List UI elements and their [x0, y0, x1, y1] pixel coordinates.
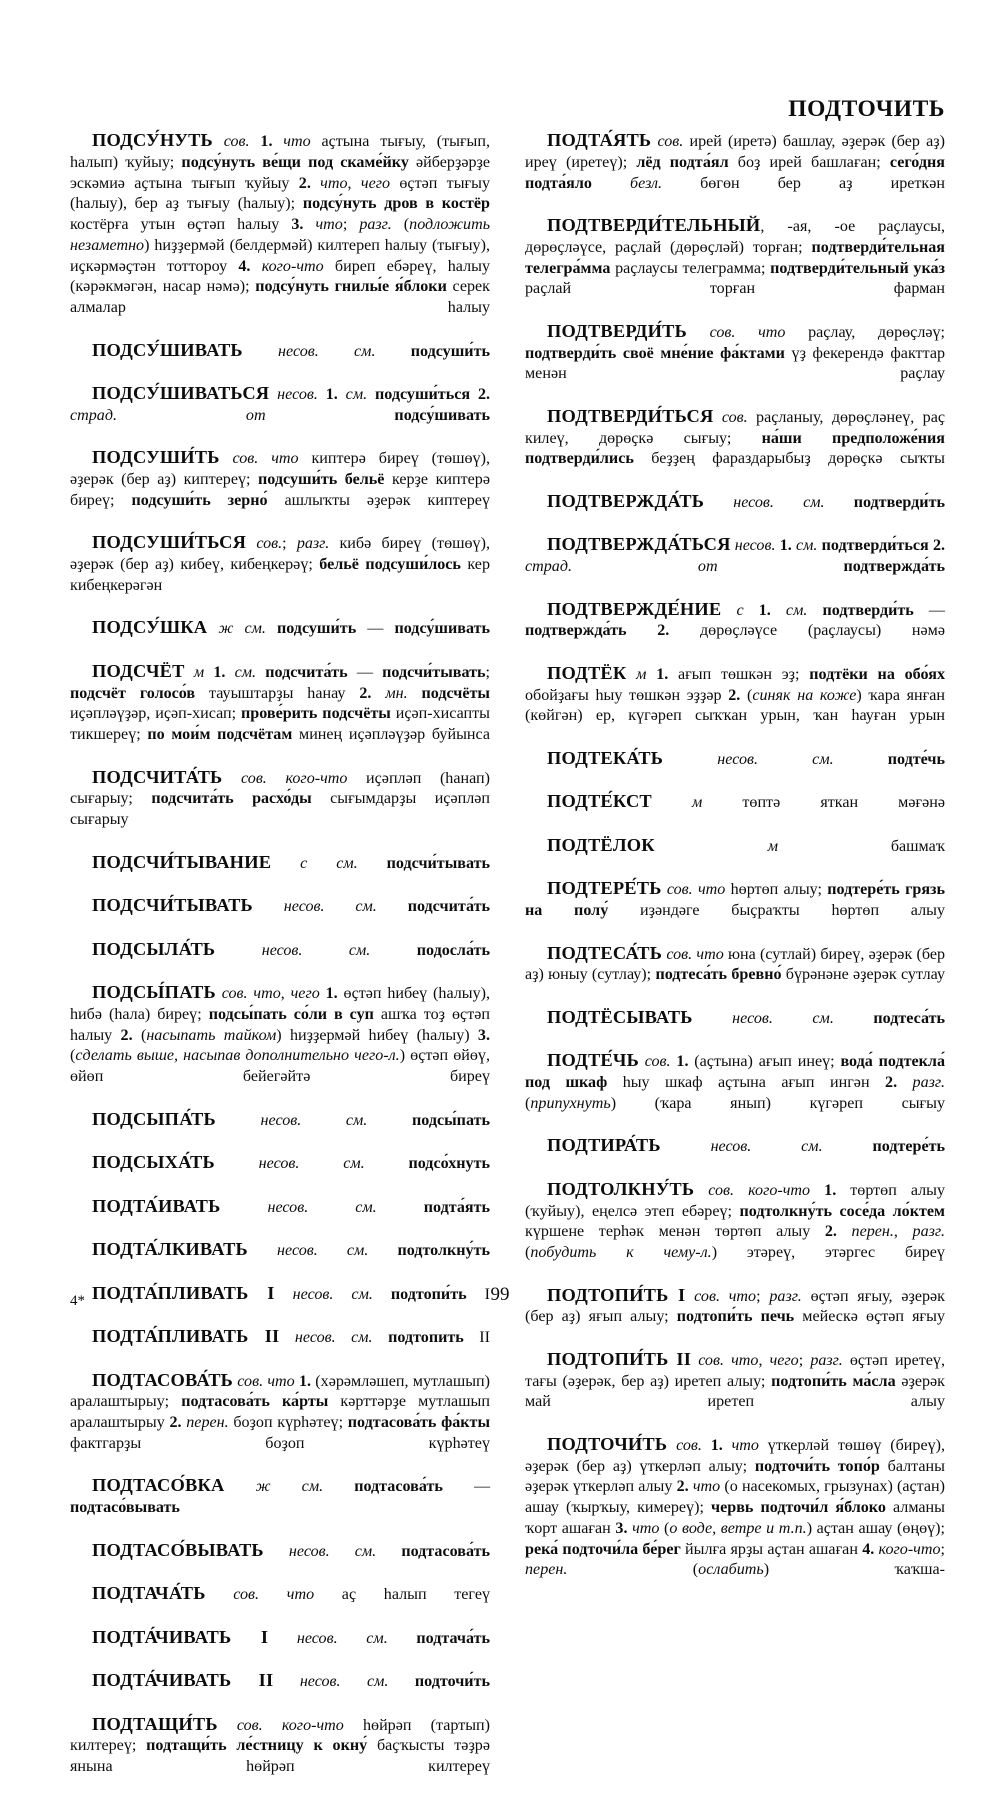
- entry-body: м башмаҡ: [767, 837, 945, 855]
- dictionary-entry: [70, 340, 490, 384]
- dictionary-entry: [70, 661, 490, 767]
- entry-body: несов. см. подтопи́ть I: [292, 1285, 491, 1303]
- entry-body: сов. что киптерә биреү (төшөү), әҙерәк (бер аҙ) киптереү; подсуши́ть бельё керҙе киптерә биреү; подсуши́ть зерно́ ашлыҡты әҙерәк киптереү: [70, 450, 490, 509]
- entry-body: ж см. подсуши́ть — подсу́шивать: [218, 620, 491, 638]
- entry-body: несов. см. подтопить II: [294, 1329, 490, 1346]
- entry-body: несов. см. подосла́ть: [261, 941, 491, 959]
- entry-headword: ПОДТЕ́КСТ: [547, 791, 652, 812]
- entry-body: сов. кого-что иҫәпләп (һанап) сығарыу; подсчита́ть расхо́ды сығымдарҙы иҫәпләп сығарыу: [70, 769, 491, 828]
- entry-body: несов. см. подсуши́ть: [278, 342, 490, 360]
- entry-headword: ПОДТВЕРДИ́ТЬ: [547, 320, 687, 341]
- dictionary-entry: [525, 130, 945, 215]
- dictionary-entry: [525, 1434, 945, 1602]
- entry-headword: ПОДТАСОВА́ТЬ: [92, 1369, 234, 1390]
- dictionary-entry: [70, 1370, 490, 1476]
- entry-headword: ПОДТОЛКНУ́ТЬ: [547, 1178, 695, 1199]
- entry-body: сов. что 1. (хәрәмләшеп, мутлашып) аралаштырыу; подтасова́ть ка́рты кәрттәрҙе мутлашып аралаштырыу 2. перен. боҙоп күрһәтеү; подтасова́ть фа́кты фактгарҙы боҙоп күрһәтеү: [70, 1372, 491, 1452]
- entry-headword: ПОДСЫЛА́ТЬ: [92, 938, 216, 959]
- entry-headword: ПОДТЁСЫВАТЬ: [547, 1006, 693, 1027]
- entry-headword: ПОДТЕРЕ́ТЬ: [547, 878, 662, 899]
- dictionary-entry: [70, 617, 490, 661]
- entry-body: сов. что раҫлау, дөрөҫләү; подтверди́ть своё мне́ние фа́ктами үҙ фекерендә факттар менән раҫлау: [525, 323, 946, 383]
- entry-headword: ПОДСЧЁТ: [92, 660, 185, 681]
- dictionary-entry: [70, 852, 490, 896]
- entry-headword: ПОДСЫПА́ТЬ: [92, 1108, 216, 1129]
- entry-body: несов. 1. см. подтверди́ться 2. страд. от подтвержда́ть: [525, 537, 946, 575]
- dictionary-entry: [525, 406, 945, 491]
- entry-headword: ПОДТА́ЧИВАТЬ I: [92, 1626, 269, 1647]
- entry-body: с см. подсчи́тывать: [300, 854, 491, 872]
- entry-headword: ПОДСЫ́ПАТЬ: [92, 982, 216, 1002]
- entry-body: сов. что, чего; разг. өҫтәп иретеү, тағы (әҙерәк, бер аҙ) иретеп алыу; подтопи́ть ма́сла әҙерәк май иретеп алыу: [525, 1351, 945, 1411]
- entry-headword: ПОДТВЕРЖДЕ́НИЕ: [547, 598, 722, 619]
- dictionary-entry: [70, 982, 490, 1109]
- entry-headword: ПОДСУШИ́ТЬ: [92, 447, 220, 468]
- entry-body: несов. см. подтача́ть: [296, 1629, 491, 1647]
- entry-headword: ПОДТА́ЧИВАТЬ II: [92, 1670, 274, 1690]
- dictionary-entry: [70, 1475, 490, 1539]
- dictionary-entry: [525, 1135, 945, 1179]
- entry-headword: ПОДТА́ПЛИВАТЬ I: [92, 1282, 275, 1303]
- entry-body: м 1. см. подсчита́ть — подсчи́тывать; подсчёт голосо́в тауыштарҙы һанау 2. мн. подсчёты иҫәпләүҙәр, иҫәп-хисап; прове́рить подсчёты иҫәп-хисапты тикшереү; по мои́м подсчётам минең иҫәпләүҙәр буйынса: [70, 663, 491, 743]
- entry-body: , -ая, -ое раҫлаусы, дөрөҫләүсе, раҫлай (дөрөҫләй) торған; подтверди́тельная телегра́мма раҫлаусы телеграмма; подтверди́тельный ука́з раҫлай торған фарман: [525, 218, 945, 298]
- dictionary-entry: [525, 1050, 945, 1135]
- entry-body: сов. что аҫ һалып тегеү: [233, 1586, 491, 1603]
- entry-headword: ПОДТВЕРЖДА́ТЬСЯ: [547, 534, 731, 555]
- dictionary-entry: [525, 791, 945, 835]
- entry-body: сов. 1. (аҫтына) ағып инеү; вода́ подтекла́ под шкаф һыу шкаф аҫтына ағып ингән 2. разг. (припухнуть) (ҡара янып) күгәреп сығыу: [525, 1053, 946, 1112]
- dictionary-entry: [70, 130, 490, 340]
- entry-body: несов. см. подтверди́ть: [733, 493, 945, 511]
- dictionary-entry: [525, 878, 945, 942]
- dictionary-entry: [525, 1349, 945, 1434]
- entry-headword: ПОДТАЩИ́ТЬ: [92, 1713, 218, 1734]
- entry-body: сов.; разг. кибә биреү (төшөү), әҙерәк (бер аҙ) кибеү, кибеңкерәү; бельё подсуши́лось кер кибеңкерәгән: [70, 535, 490, 594]
- dictionary-entry: [525, 943, 945, 1007]
- entry-body: несов. см. подтолкну́ть: [277, 1242, 491, 1259]
- entry-headword: ПОДСУШИ́ТЬСЯ: [92, 532, 247, 553]
- dictionary-entry: [525, 663, 945, 748]
- entry-body: несов. см. подсо́хнуть: [258, 1155, 491, 1172]
- entry-headword: ПОДТАЧА́ТЬ: [92, 1583, 206, 1603]
- entry-body: сов. 1. что аҫтына тығыу, (тығып, һалып) ҡуйыу; подсу́нуть ве́щи под скаме́йку әйберҙәрҙе эскәмиә аҫтына тығып ҡуйыу 2. что, чего өҫтәп тығыу (һалыу), бер аҙ тығыу (һалыу); подсу́нуть дров в костёр костёрға утын өҫтәп һалыу 3. что; разг. (подложить незаметно) һиҙҙермәй (белдермәй) килтереп һалыу (тығыу), иҫкәрмәҫтән тоттороу 4. кого-что биреп ебәреү, һалыу (кәрәкмәгән, насар нәмә); подсу́нуть гнилы́е я́блоки серек алмалар һалыу: [70, 133, 491, 316]
- page-number: 99: [490, 1284, 510, 1305]
- dictionary-entry: [525, 321, 945, 406]
- dictionary-entry: [70, 1152, 490, 1196]
- entry-headword: ПОДТА́ЛКИВАТЬ: [92, 1239, 248, 1259]
- dictionary-entry: [70, 532, 490, 617]
- entry-headword: ПОДСУ́ШИВАТЬ: [92, 339, 243, 360]
- entry-headword: ПОДТЁК: [547, 662, 627, 683]
- entry-headword: ПОДТЕ́ЧЬ: [547, 1050, 639, 1071]
- entry-headword: ПОДТОЧИ́ТЬ: [547, 1433, 668, 1454]
- entry-headword: ПОДТИРА́ТЬ: [547, 1135, 661, 1156]
- entry-headword: ПОДСЧИ́ТЫВАТЬ: [92, 895, 253, 915]
- entry-headword: ПОДТЕСА́ТЬ: [547, 942, 663, 963]
- dictionary-entry: [525, 491, 945, 535]
- entry-body: сов. кого-что һөйрәп (тартып) килтереү; подтащи́ть ле́стницу к окну́ баҫҡысты тәҙрә янына һөйрәп килтереү: [70, 1716, 491, 1775]
- entry-body: м 1. ағып төшкән эҙ; подтёки на обо́ях обойҙағы һыу төшкән эҙҙәр 2. (синяк на коже) ҡара янған (көйгән) ер, күгәреп сыҡҡан урын, ҡан һауған урын: [525, 665, 945, 725]
- dictionary-entry: [525, 748, 945, 792]
- dictionary-entry: [70, 895, 490, 939]
- entry-headword: ПОДТВЕРДИ́ТЬСЯ: [547, 405, 714, 426]
- dictionary-entry: [70, 1239, 490, 1283]
- entry-headword: ПОДТА́ПЛИВАТЬ II: [92, 1326, 280, 1346]
- dictionary-entry: [525, 835, 945, 879]
- entry-body: сов. 1. что үткерләй төшөү (биреү), әҙерәк (бер аҙ) үткерләп алыу; подточи́ть топо́р балтаны әҙерәк үткерләп алыу 2. что (о насекомых, грызунах) (аҫтан) ашау (ҡырҡыу, кимереү); червь подточи́л я́блоко алманы ҡорт ашаған 3. что (о воде, ветре и т.п.) аҫтан ашау (өңөү); река́ подточи́ла бе́рег йылға ярҙы аҫтан ашаған 4. кого-что; перен. (ослабить) ҡаҡша-: [525, 1436, 946, 1579]
- entry-body: несов. см. подтеса́ть: [732, 1009, 946, 1027]
- entry-body: сов. раҫланыу, дөрөҫләнеү, раҫ килеү, дөрөҫкә сығыу; на́ши предположе́ния подтверди́лись беҙҙең фараздарыбыҙ дөрөҫкә сыҡты: [525, 408, 945, 468]
- dictionary-entry: [525, 215, 945, 321]
- entry-body: несов. см. подсчита́ть: [283, 898, 491, 915]
- entry-body: с 1. см. подтверди́ть — подтвержда́ть 2. дөрөҫләүсе (раҫлаусы) нәмә: [525, 601, 946, 640]
- entry-body: ж см. подтасова́ть — подтасо́вывать: [70, 1478, 491, 1516]
- entry-headword: ПОДСЧИТА́ТЬ: [92, 766, 223, 787]
- entry-headword: ПОДСУ́ШКА: [92, 617, 208, 638]
- entry-headword: ПОДТА́ЯТЬ: [547, 130, 652, 150]
- entry-headword: ПОДСУ́ШИВАТЬСЯ: [92, 383, 270, 403]
- entry-body: сов. ирей (иретә) башлау, әҙерәк (бер аҙ) иреү (иретеү); лёд подта́ял боҙ ирей башлаған; сего́дня подта́яло безл. бөгөн бер аҙ иреткән: [525, 133, 946, 192]
- dictionary-entry: [70, 447, 490, 532]
- entry-headword: ПОДТВЕРДИ́ТЕЛЬНЫЙ: [547, 215, 761, 235]
- right-column: [525, 130, 946, 1579]
- entry-headword: ПОДТВЕРЖДА́ТЬ: [547, 490, 705, 511]
- entry-body: сов. кого-что 1. төртөп алыу (ҡуйыу), еңелсә этеп ебәреү; подтолкну́ть сосе́да ло́ктем күршене терһәк менән төртөп алыу 2. перен., разг. (побудить к чему-л.) этәреү, этәргес биреү: [525, 1181, 946, 1261]
- entry-headword: ПОДТЕКА́ТЬ: [547, 747, 664, 768]
- entry-headword: ПОДТАСО́ВЫВАТЬ: [92, 1539, 264, 1560]
- entry-headword: ПОДТЁЛОК: [547, 834, 655, 855]
- entry-body: несов. см. подточи́ть: [299, 1673, 490, 1690]
- dictionary-entry: [525, 1007, 945, 1051]
- entry-headword: ПОДТОПИ́ТЬ I: [547, 1284, 686, 1305]
- dictionary-entry: [70, 1196, 490, 1240]
- entry-body: сов. что юна (сутлай) биреү, әҙерәк (бер аҙ) юныу (сутлау); подтеса́ть бревно́ бүрәнәне әҙерәк сутлау: [525, 945, 946, 984]
- dictionary-entry: [525, 534, 945, 598]
- entry-body: несов. см. подтере́ть: [710, 1138, 946, 1156]
- running-head: ПОДТОЧИТЬ: [788, 96, 945, 122]
- entry-body: м төптә яткан мәғәнә: [692, 794, 945, 812]
- entry-body: сов. что һөртөп алыу; подтере́ть грязь на полу́ иҙәндәге быҫраҡты һөртөп алыу: [525, 881, 946, 919]
- dictionary-entry: [70, 383, 490, 447]
- entry-headword: ПОДСУ́НУТЬ: [92, 130, 213, 150]
- dictionary-entry: [70, 1714, 490, 1799]
- entry-headword: ПОДТАСО́ВКА: [92, 1475, 225, 1496]
- dictionary-entry: [70, 1109, 490, 1153]
- dictionary-entry: [525, 599, 945, 663]
- dictionary-entry: [70, 1627, 490, 1671]
- entry-body: несов. см. подсы́пать: [260, 1111, 490, 1129]
- signature-mark: 4*: [70, 1293, 85, 1309]
- entry-body: сов. что; разг. өҫтәп яғыу, әҙерәк (бер аҙ) яғып алыу; подтопи́ть печь мейескә өҫтәп яғыу: [525, 1287, 945, 1326]
- left-column: [70, 130, 491, 1775]
- entry-body: несов. см. подта́ять: [267, 1198, 491, 1216]
- entry-body: несов. см. подте́чь: [717, 750, 946, 768]
- dictionary-entry: [70, 1670, 490, 1714]
- entry-body: сов. что, чего 1. өҫтәп һибеү (һалыу), һибә (һала) биреү; подсы́пать со́ли в суп ашҡа тоҙ өҫтәп һалыу 2. (насыпать тайком) һиҙҙермәй һибеү (һалыу) 3. (сделать выше, насыпав дополнительно чего-л.) өҫтәп өйөү, өйөп бейегәйтә биреү: [70, 985, 490, 1085]
- dictionary-entry: [525, 1179, 945, 1285]
- entry-headword: ПОДСЧИ́ТЫВАНИЕ: [92, 851, 272, 872]
- dictionary-entry: [70, 1583, 490, 1627]
- dictionary-entry: [70, 1540, 490, 1584]
- entry-headword: ПОДТОПИ́ТЬ II: [547, 1348, 692, 1369]
- dictionary-entry: [70, 1326, 490, 1370]
- dictionary-entry: [70, 767, 490, 852]
- entry-headword: ПОДТА́ИВАТЬ: [92, 1195, 221, 1216]
- entry-headword: ПОДСЫХА́ТЬ: [92, 1152, 215, 1172]
- dictionary-entry: [70, 939, 490, 983]
- entry-body: несов. см. подтасова́ть: [288, 1542, 490, 1560]
- entry-body: несов. 1. см. подсуши́ться 2. страд. от подсу́шивать: [70, 386, 491, 424]
